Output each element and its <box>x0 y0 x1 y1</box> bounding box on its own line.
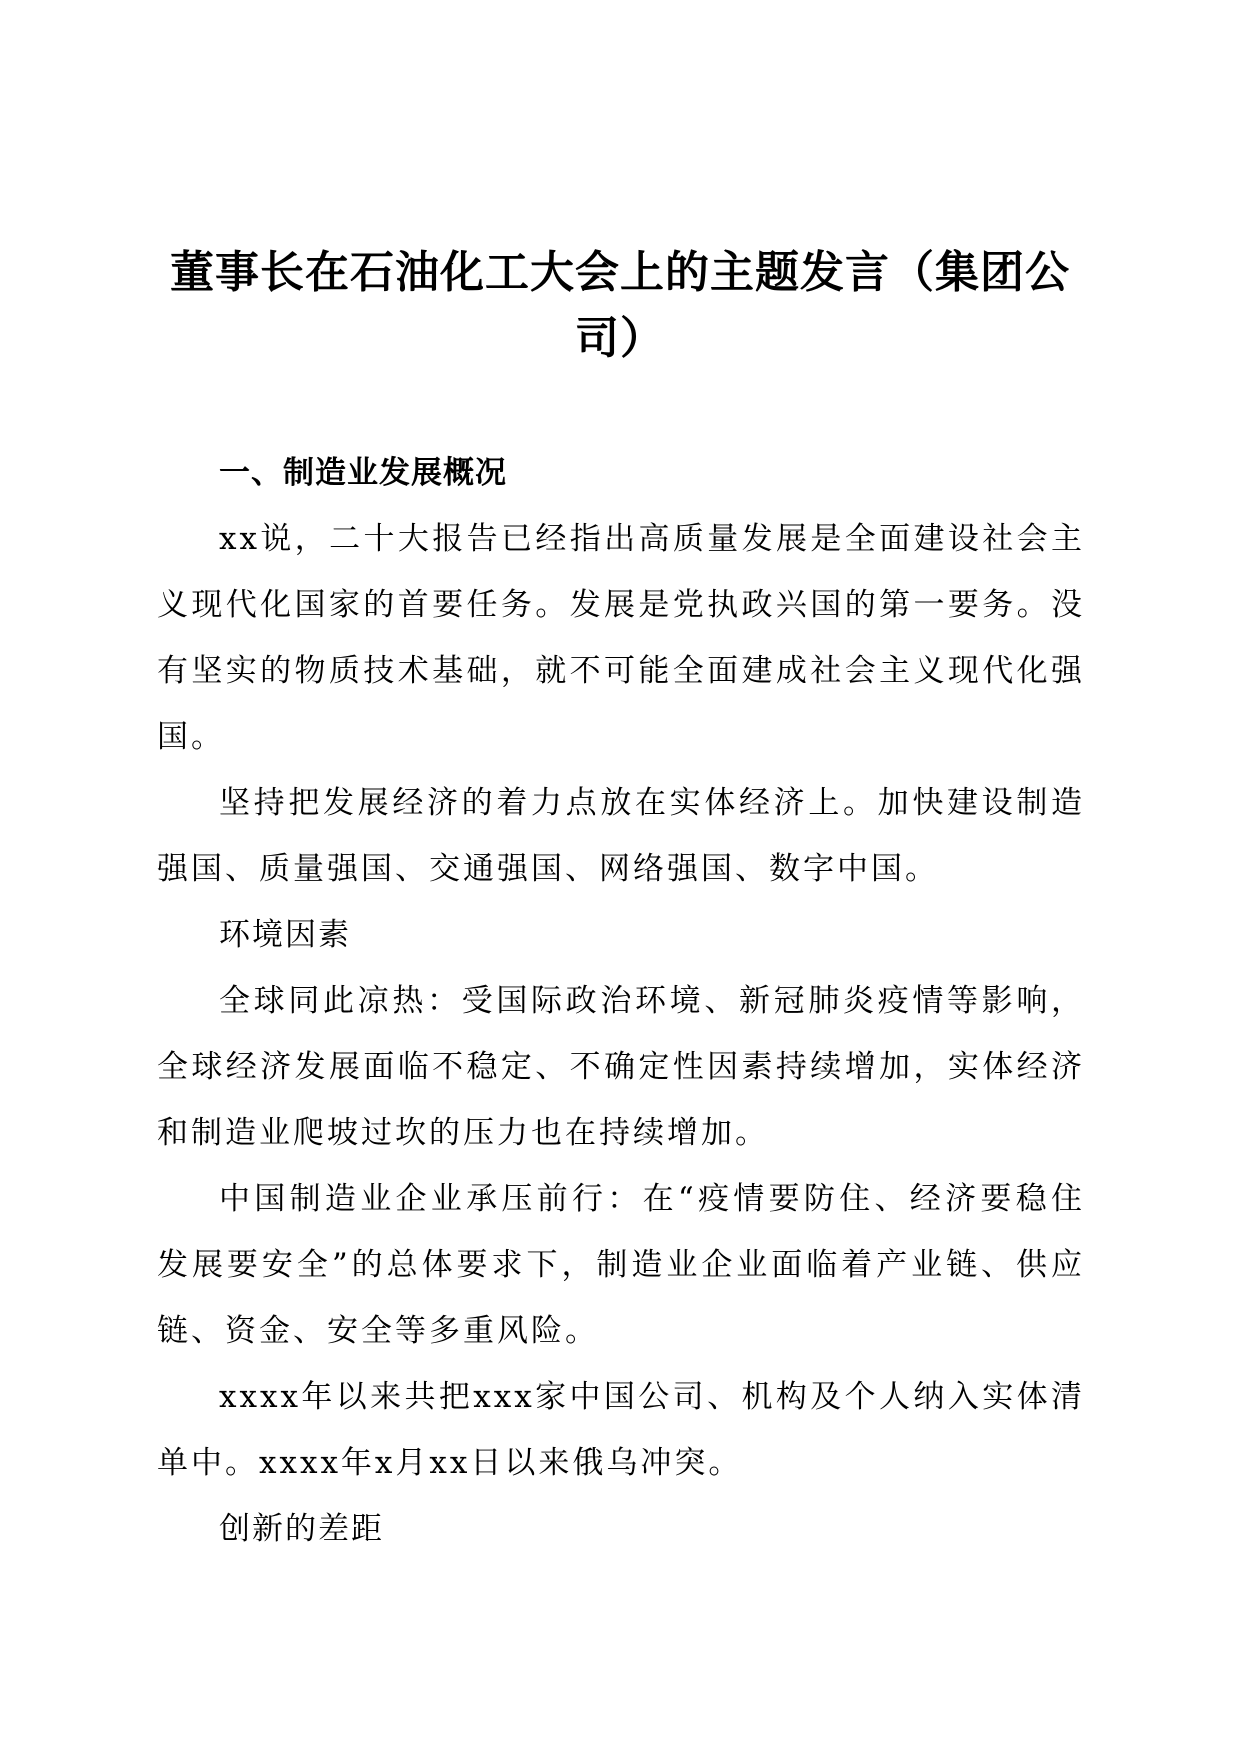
paragraph-china-manufacturing-pressure: 中国制造业企业承压前行：在“疫情要防住、经济要稳住发展要安全”的总体要求下，制造业企业面临着产业链、供应链、资金、安全等多重风险。 <box>157 1181 1085 1349</box>
paragraph-entity-list: xxxx年以来共把xxx家中国公司、机构及个人纳入实体清单中。xxxx年x月xx日以来俄乌冲突。 <box>157 1379 1085 1481</box>
document-body <box>157 440 1085 1562</box>
subheading-environment-factors: 环境因素 <box>219 917 351 953</box>
subheading-innovation-gap: 创新的差距 <box>219 1511 384 1547</box>
document-title: 董事长在石油化工大会上的主题发言（集团公司） <box>170 247 1070 364</box>
section-heading-manufacturing-overview: 一、制造业发展概况 <box>219 455 507 491</box>
paragraph-high-quality-development: xx说，二十大报告已经指出高质量发展是全面建设社会主义现代化国家的首要任务。发展是党执政兴国的第一要务。没有坚实的物质技术基础，就不可能全面建成社会主义现代化强国。 <box>157 521 1085 755</box>
paragraph-real-economy: 坚持把发展经济的着力点放在实体经济上。加快建设制造强国、质量强国、交通强国、网络强国、数字中国。 <box>157 785 1085 887</box>
paragraph-global-conditions: 全球同此凉热：受国际政治环境、新冠肺炎疫情等影响，全球经济发展面临不稳定、不确定性因素持续增加，实体经济和制造业爬坡过坎的压力也在持续增加。 <box>157 983 1085 1151</box>
